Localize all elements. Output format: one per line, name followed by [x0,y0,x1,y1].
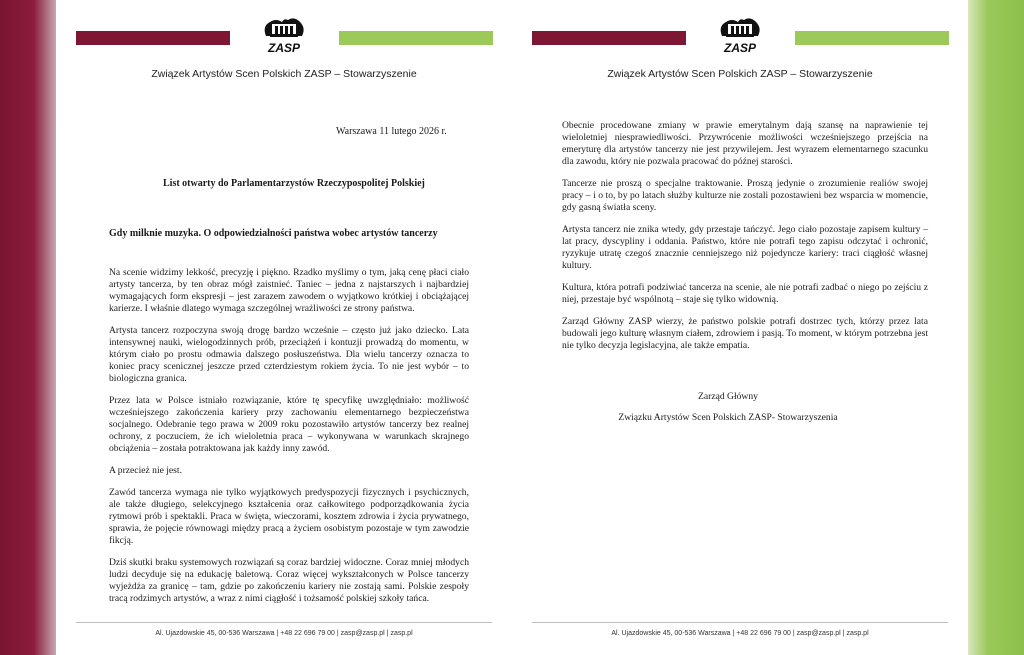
association-name: Związek Artystów Scen Polskich ZASP – Stowarzyszenie [607,68,873,80]
zasp-logo [714,14,766,58]
paragraph: A przecież nie jest. [109,465,182,476]
paragraph: Artysta tancerz rozpoczyna swoją drogę bardzo wcześnie – często już jako dziecko. Lata intensywnej nauki, wielogodzinnych prób, przeciążeń i kontuzji prowadzą do momentu, w którym ciało po prostu odmawia dalszego posłuszeństwa. Dla wielu tancerzy oznacza to koniec pracy scenicznej jeszcze przed czterdziestym rokiem życia. To nie jest wybór – to biologiczna granica. [109,325,469,384]
paragraph: Artysta tancerz nie znika wtedy, gdy przestaje tańczyć. Jego ciało pozostaje zapisem kultury – lat pracy, dyscypliny i oddania. Państwo, które nie potrafi tego zapisu odczytać i ochronić, ryzykuje utratę czegoś znacznie cenniejszego niż pojedyncze kariery: traci ciągłość własnej kultury. [562,224,928,271]
zasp-logo [258,14,310,58]
svg-text:ZASP: ZASP [267,41,301,55]
paragraph: Zarząd Główny ZASP wierzy, że państwo polskie potrafi dostrzec tych, którzy przez lata budowali jego kulturę własnym ciałem, zdrowiem i pasją. To moment, w którym potrzebna jest nie tylko decyzja legislacyjna, ale także empatia. [562,316,928,351]
letter-body-page-2 [562,120,928,362]
paragraph: Tancerze nie proszą o specjalne traktowanie. Proszą jedynie o zrozumienie realiów swojej pracy – i o to, by po latach służby kulturze nie zostali pozostawieni bez wsparcia w momencie, gdy gasną światła sceny. [562,178,928,213]
paragraph: Przez lata w Polsce istniało rozwiązanie, które tę specyfikę uwzględniało: możliwość wcześniejszego zakończenia kariery przy zachowaniu elementarnego bezpieczeństwa socjalnego. Odebranie tego prawa w 2009 roku pozostawiło artystów tancerzy bez realnej ochrony, z poczuciem, że ich wieloletnia praca – wykonywana w warunkach skrajnego obciążenia – została potraktowana jak każdy inny zawód. [109,395,469,454]
green-header-bar [339,31,493,45]
association-name: Związek Artystów Scen Polskich ZASP – Stowarzyszenie [151,68,417,80]
footer-contact: Al. Ujazdowskie 45, 00-536 Warszawa | +48 22 696 79 00 | zasp@zasp.pl | zasp.pl [155,630,413,637]
zasp-logo-icon [258,14,310,58]
footer-contact: Al. Ujazdowskie 45, 00-536 Warszawa | +48 22 696 79 00 | zasp@zasp.pl | zasp.pl [611,630,869,637]
paragraph: Obecnie procedowane zmiany w prawie emerytalnym dają szansę na naprawienie tej wieloletniej niesprawiedliwości. Przywrócenie możliwości wcześniejszego przejścia na emeryturę dla artystów tancerzy nie jest przywilejem. Jest wyrazem elementarnego szacunku dla zawodu, który nie pozwala pracować do późnej starości. [562,120,928,167]
signature-organization: Związku Artystów Scen Polskich ZASP- Stowarzyszenia [618,412,838,423]
signature-board: Zarząd Główny [698,391,758,402]
letter-body-page-1 [109,267,469,615]
letter-page-1 [56,0,512,655]
svg-text:ZASP: ZASP [723,41,757,55]
paragraph: Kultura, która potrafi podziwiać tancerza na scenie, ale nie potrafi zadbać o niego po zejściu z niej, przestaje być wspólnotą – staje się tylko widownią. [562,282,928,305]
left-maroon-border [0,0,56,655]
paragraph: Dziś skutki braku systemowych rozwiązań są coraz bardziej widoczne. Coraz mniej młodych ludzi decyduje się na edukację baletową. Coraz więcej wykształconych w Polsce tancerzy wyjeżdża za granicę – tam, gdzie po zakończeniu kariery nie zostają sami. Polskie zespoły tracą rodzimych artystów, a wraz z nimi ciągłość i tożsamość polskiej szkoły tańca. [109,557,469,604]
maroon-header-bar [532,31,686,45]
right-green-border [968,0,1024,655]
letter-heading: Gdy milknie muzyka. O odpowiedzialności państwa wobec artystów tancerzy [109,228,438,239]
footer-divider [532,622,948,623]
paragraph: Zawód tancerza wymaga nie tylko wyjątkowych predyspozycji fizycznych i psychicznych, ale także długiego, selekcyjnego kształcenia oraz całkowitego podporządkowania życia rytmowi prób i spektakli. Praca w święta, wieczorami, kosztem zdrowia i życia prywatnego, sprawia, że pojęcie równowagi między pracą a życiem osobistym pozostaje w tym zawodzie fikcją. [109,487,469,546]
letter-title: List otwarty do Parlamentarzystów Rzeczypospolitej Polskiej [163,178,425,189]
maroon-header-bar [76,31,230,45]
letter-date: Warszawa 11 lutego 2026 r. [336,126,447,137]
zasp-logo-icon [714,14,766,58]
paragraph: Na scenie widzimy lekkość, precyzję i piękno. Rzadko myślimy o tym, jaką cenę płaci ciało artysty tancerza, by ten obraz mógł zaistnieć. Taniec – jedna z najstarszych i najbardziej wymagających form ekspresji – jest zarazem zawodem o wyjątkowo krótkiej i obciążającej karierze. I właśnie dlatego wymaga szczególnej wrażliwości ze strony państwa. [109,267,469,314]
letter-page-2 [512,0,968,655]
green-header-bar [795,31,949,45]
footer-divider [76,622,492,623]
